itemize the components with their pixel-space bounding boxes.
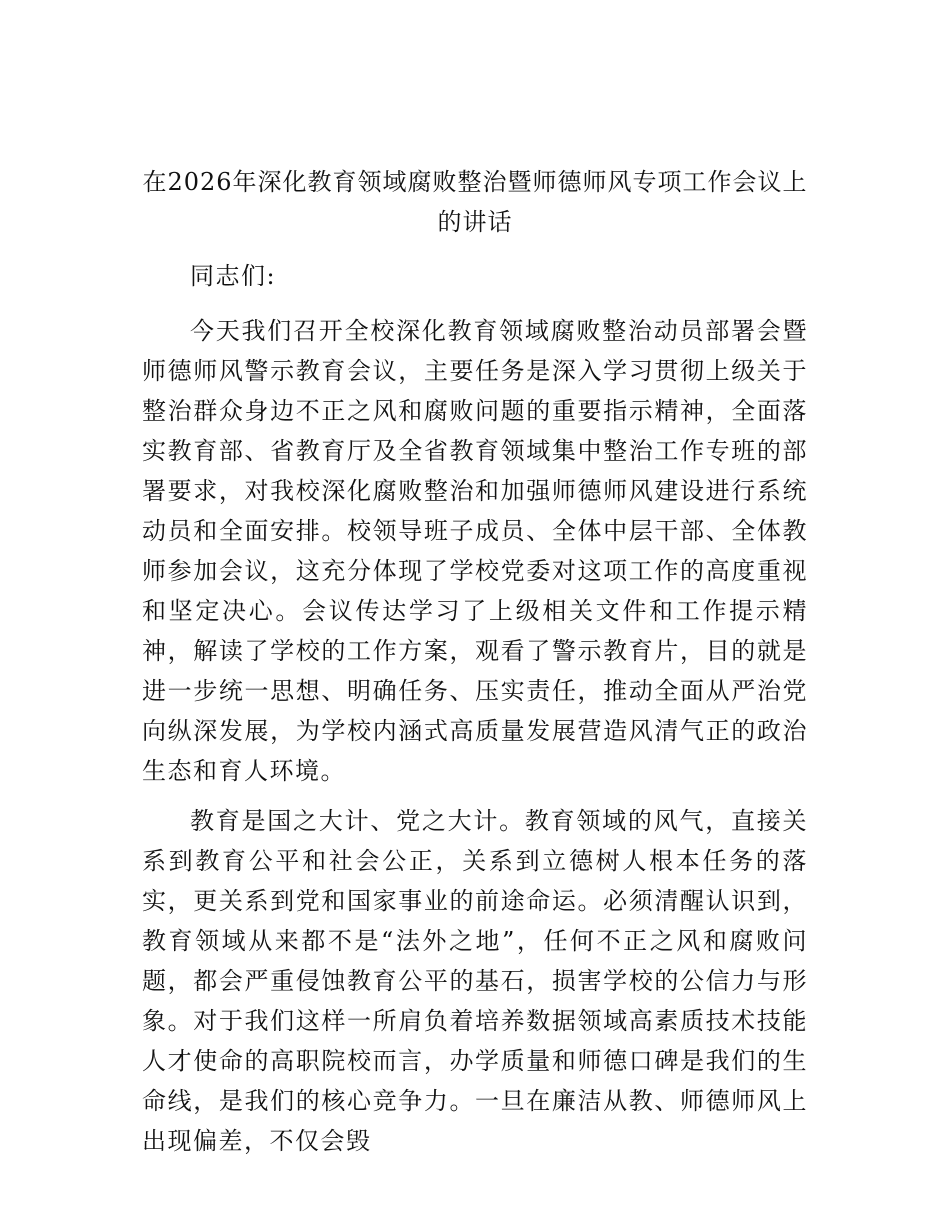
paragraph-1: 今天我们召开全校深化教育领域腐败整治动员部署会暨师德师风警示教育会议，主要任务是深入学习贯彻上级关于整治群众身边不正之风和腐败问题的重要指示精神，全面落实教育部、省教育厅及全省教育领域集中整治工作专班的部署要求，对我校深化腐败整治和加强师德师风建设进行系统动员和全面安排。校领导班子成员、全体中层干部、全体教师参加会议，这充分体现了学校党委对这项工作的高度重视和坚定决心。会议传达学习了上级相关文件和工作提示精神，解读了学校的工作方案，观看了警示教育片，目的就是进一步统一思想、明确任务、压实责任，推动全面从严治党向纵深发展，为学校内涵式高质量发展营造风清气正的政治生态和育人环境。 (142, 317, 808, 785)
paragraph-2: 教育是国之大计、党之大计。教育领域的风气，直接关系到教育公平和社会公正，关系到立德树人根本任务的落实，更关系到党和国家事业的前途命运。必须清醒认识到，教育领域从来都不是“法外之地”，任何不正之风和腐败问题，都会严重侵蚀教育公平的基石，损害学校的公信力与形象。对于我们这样一所肩负着培养数据领域高素质技术技能人才使命的高职院校而言，办学质量和师德口碑是我们的生命线，是我们的核心竞争力。一旦在廉洁从教、师德师风上出现偏差，不仅会毁 (142, 807, 808, 1155)
salutation: 同志们: (190, 262, 277, 290)
document-title: 在2026年深化教育领域腐败整治暨师德师风专项工作会议上的讲话 (142, 168, 808, 236)
document-body (142, 256, 808, 1161)
